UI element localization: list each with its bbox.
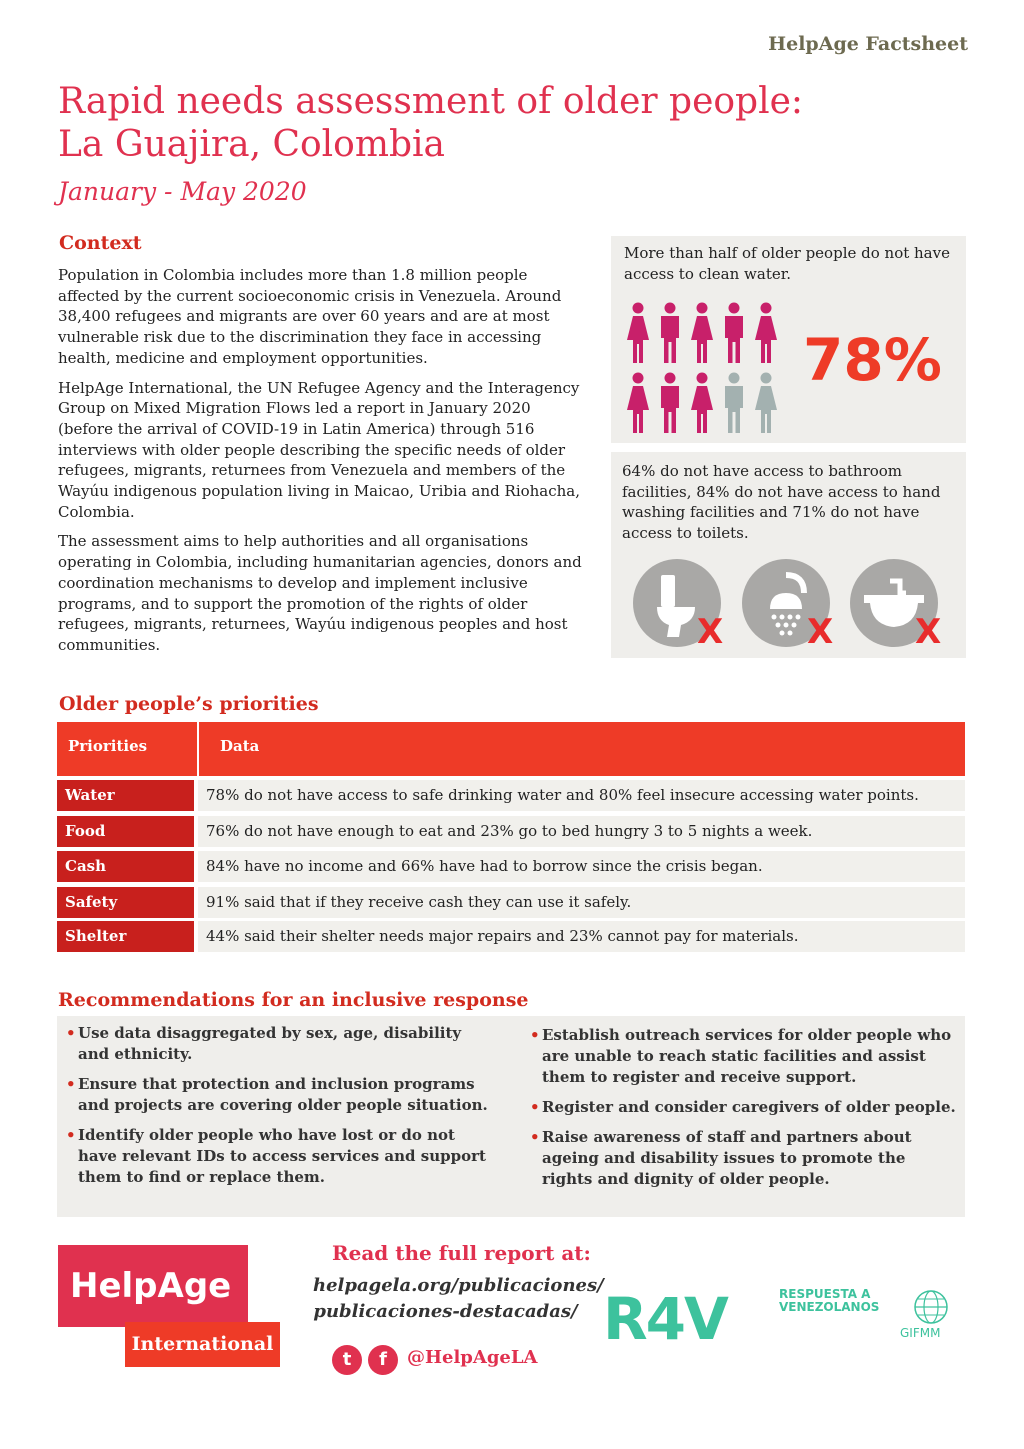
sink-x-icon: X bbox=[915, 612, 942, 652]
header-divider bbox=[197, 722, 199, 776]
woman-icon bbox=[626, 372, 650, 434]
list-item: • Raise awareness of staff and partners about ageing and disability issues to promote the rights and dignity of older people. bbox=[528, 1127, 958, 1190]
priority-data: 44% said their shelter needs major repairs and 23% cannot pay for materials. bbox=[198, 921, 965, 952]
list-item: • Ensure that protection and inclusion programs and projects are covering older people situation. bbox=[64, 1074, 494, 1116]
recommendations-box bbox=[57, 1016, 965, 1217]
context-paragraph-3: The assessment aims to help authorities and all organisations operating in Colombia, including humanitarian agencies, donors and coordination mechanisms to develop and implement inclusive programs, and to support the promotion of the rights of older refugees, migrants, returnees, Wayúu indigenous peoples and host communities. bbox=[58, 532, 582, 654]
col-data: Data bbox=[220, 737, 260, 755]
man-icon bbox=[658, 372, 682, 434]
facebook-icon[interactable]: f bbox=[368, 1345, 398, 1375]
water-panel bbox=[611, 236, 966, 443]
table-row bbox=[57, 851, 965, 882]
r4v-logo: R4V bbox=[603, 1285, 727, 1353]
list-item: • Register and consider caregivers of older people. bbox=[528, 1097, 958, 1118]
toilet-x-icon: X bbox=[697, 612, 724, 652]
priority-label: Cash bbox=[57, 851, 194, 882]
table-row bbox=[57, 816, 965, 847]
priority-label: Shelter bbox=[57, 921, 194, 952]
context-heading: Context bbox=[59, 232, 142, 254]
man-icon bbox=[722, 302, 746, 364]
priority-data: 84% have no income and 66% have had to borrow since the crisis began. bbox=[198, 851, 965, 882]
sanitation-panel-text: 64% do not have access to bathroom facilities, 84% do not have access to hand washing facilities and 71% do not have access to toilets. bbox=[622, 462, 941, 543]
priorities-heading: Older people’s priorities bbox=[59, 693, 319, 715]
col-priorities: Priorities bbox=[68, 737, 148, 755]
r4v-tagline bbox=[779, 1288, 879, 1314]
woman-icon bbox=[690, 302, 714, 364]
priority-data: 76% do not have enough to eat and 23% go to bed hungry 3 to 5 nights a week. bbox=[198, 816, 965, 847]
water-stat: 78% bbox=[803, 326, 942, 394]
report-url-line1[interactable]: helpagela.org/publicaciones/ bbox=[313, 1275, 604, 1296]
report-url[interactable] bbox=[313, 1273, 604, 1325]
helpage-logo: HelpAge bbox=[58, 1245, 248, 1327]
helpage-logo-sub: International bbox=[125, 1322, 280, 1367]
recommendations-right-list bbox=[528, 1025, 958, 1199]
r4v-tagline-2: VENEZOLANOS bbox=[779, 1300, 880, 1314]
recommendations-left-list bbox=[64, 1023, 494, 1197]
woman-icon bbox=[626, 302, 650, 364]
man-icon bbox=[658, 302, 682, 364]
page-title: Rapid needs assessment of older people: La Guajira, Colombia bbox=[58, 81, 804, 165]
read-report-label: Read the full report at: bbox=[332, 1241, 591, 1265]
sanitation-panel bbox=[611, 452, 966, 658]
r4v-tagline-1: RESPUESTA A bbox=[779, 1287, 871, 1301]
priority-data: 91% said that if they receive cash they can use it safely. bbox=[198, 887, 965, 918]
priority-label: Food bbox=[57, 816, 194, 847]
table-row bbox=[57, 780, 965, 811]
woman-icon bbox=[690, 372, 714, 434]
priorities-table-header bbox=[57, 722, 965, 776]
context-paragraph-2: HelpAge International, the UN Refugee Agency and the Interagency Group on Mixed Migration Flows led a report in January 2020 (before the arrival of COVID-19 in Latin America) through 516 interviews with older people describing the specific needs of older refugees, migrants, returnees from Venezuela and members of the Wayúu indigenous population living in Maicao, Uribia and Riohacha, Colombia. bbox=[58, 378, 581, 521]
gifmm-logo: GIFMM bbox=[900, 1326, 941, 1340]
list-item: • Establish outreach services for older people who are unable to reach static facilities and assist them to register and receive support. bbox=[528, 1025, 958, 1088]
man-icon bbox=[722, 372, 746, 434]
priority-data: 78% do not have access to safe drinking water and 80% feel insecure accessing water points. bbox=[198, 780, 965, 811]
report-url-line2[interactable]: publicaciones-destacadas/ bbox=[313, 1301, 578, 1322]
context-body bbox=[58, 265, 583, 665]
water-panel-text: More than half of older people do not have access to clean water. bbox=[624, 244, 950, 283]
woman-icon bbox=[754, 302, 778, 364]
table-row bbox=[57, 921, 965, 952]
page-subtitle: January - May 2020 bbox=[58, 177, 307, 206]
twitter-icon[interactable]: t bbox=[332, 1345, 362, 1375]
social-handle[interactable]: @HelpAgeLA bbox=[407, 1347, 538, 1368]
people-pictogram bbox=[626, 302, 786, 434]
list-item: • Identify older people who have lost or do not have relevant IDs to access services and support them to find or replace them. bbox=[64, 1125, 494, 1188]
context-paragraph-1: Population in Colombia includes more than 1.8 million people affected by the current socioeconomic crisis in Venezuela. Around 38,400 refugees and migrants are over 60 years and are at most vulnerable risk due to the discrimination they face in accessing health, medicine and employment opportunities. bbox=[58, 266, 562, 367]
priority-label: Safety bbox=[57, 887, 194, 918]
factsheet-label: HelpAge Factsheet bbox=[768, 33, 968, 55]
priority-label: Water bbox=[57, 780, 194, 811]
list-item: • Use data disaggregated by sex, age, disability and ethnicity. bbox=[64, 1023, 494, 1065]
recommendations-heading: Recommendations for an inclusive response bbox=[58, 989, 529, 1011]
shower-x-icon: X bbox=[807, 612, 834, 652]
table-row bbox=[57, 887, 965, 918]
woman-icon bbox=[754, 372, 778, 434]
